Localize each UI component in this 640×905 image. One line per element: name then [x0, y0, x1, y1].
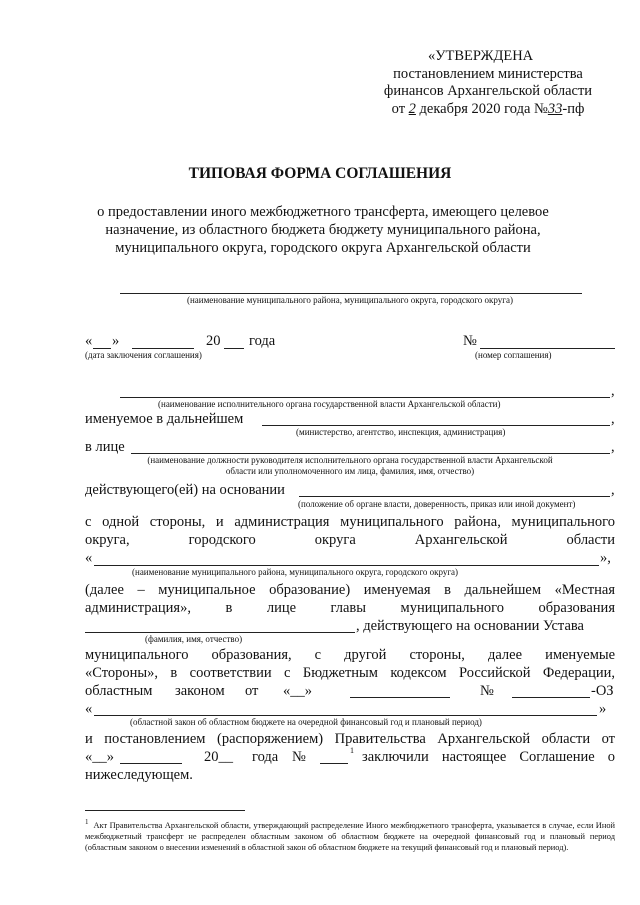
resolution-date-open: «__» [85, 749, 114, 765]
word: Архангельской [414, 532, 508, 548]
body-type-comma: , [611, 411, 615, 427]
resolution-year: 20__ [204, 749, 233, 765]
caption-municipality2: (наименование муниципального района, муниципального округа, городского округа) [132, 567, 459, 577]
basis-comma: , [611, 482, 615, 498]
word: округа, [85, 532, 130, 548]
footnote-reference[interactable]: 1 [350, 746, 354, 755]
caption-executive-body: (наименование исполнительного органа государственной власти Архангельской области) [158, 399, 501, 409]
head-name-blank [85, 632, 355, 633]
word: администрация», [85, 600, 191, 616]
regional-law-date: «__» [283, 683, 312, 699]
word: образования, [211, 647, 292, 663]
word: образования [538, 600, 615, 616]
hereafter-line [85, 582, 615, 599]
caption-municipality: (наименование муниципального района, муниципального округа, городского округа) [186, 295, 513, 305]
word: с [314, 647, 322, 663]
regional-law-oz: -ОЗ [591, 683, 614, 699]
word: в [225, 600, 233, 616]
parties-line: «Стороны», в соответствии с Бюджетным кодексом Российской Федерации, [85, 665, 615, 681]
footnote [85, 817, 615, 853]
resolution-number-blank [320, 763, 348, 764]
footnote-text: Акт Правительства Архангельской области, утверждающий распределение Иного межбюджетного трансферта, указывается в случае, если Иной межбюджетный трансферт не распределен областным законом об областном бюджете на очередной финансовый год и плановый период (областным законом о внесении изменений в областной закон об областном бюджете на текущий финансовый год и плановый период). [85, 820, 616, 852]
body-type-blank [262, 425, 610, 426]
document-subtitle: о предоставлении иного межбюджетного трансферта, имеющего целевое назначение, из областного бюджета бюджету муниципального района, муниципального округа, городского округа Архангельской области [97, 204, 549, 256]
date-year-word: года [249, 333, 276, 349]
municipality-blank [120, 293, 582, 294]
executive-body-blank [120, 397, 610, 398]
word: (далее – муниципальное образование) именуемая в дальнейшем [85, 582, 542, 598]
word: муниципального [85, 647, 189, 663]
municipality2-close-quote: », [600, 550, 611, 566]
date-month-blank [132, 348, 194, 349]
word: округа [314, 532, 356, 548]
budget-law-close-quote: » [599, 701, 607, 717]
caption-basis: (положение об органе власти, доверенность, приказ или иной документ) [298, 499, 576, 509]
executive-body-comma: , [611, 383, 615, 399]
approval-line-2: постановлением министерства [393, 65, 583, 82]
caption-head-name: (фамилия, имя, отчество) [145, 634, 243, 644]
acting-charter: , действующего на основании Устава [356, 618, 584, 634]
okrug-line [85, 532, 615, 549]
footnote-marker: 1 [85, 818, 89, 826]
word: далее [487, 647, 523, 663]
regional-law-word-1: областным [85, 683, 153, 699]
resolution-line: и постановлением (распоряжением) Правительства Архангельской области от [85, 731, 615, 747]
word: именуемые [545, 647, 616, 663]
caption-head-position-1: (наименование должности руководителя исполнительного органа государственной власти Архангельской [147, 455, 553, 465]
date-year-blank [224, 348, 244, 349]
word: городского [188, 532, 256, 548]
municipality2-open-quote: « [85, 550, 93, 566]
resolution-year-word: года [252, 749, 279, 765]
regional-law-number-blank [512, 697, 590, 698]
regional-law-word-2: законом [175, 683, 225, 699]
basis-blank [299, 496, 610, 497]
date-close-quote: » [112, 333, 120, 349]
caption-budget-law: (областной закон об областном бюджете на очередной финансовый год и плановый период) [130, 717, 482, 727]
regional-law-date-blank [350, 697, 450, 698]
approval-stamp [372, 48, 604, 118]
resolution-month-blank [120, 763, 182, 764]
caption-number: (номер соглашения) [475, 350, 552, 360]
approval-date-line [372, 101, 604, 119]
approval-day: 2 [408, 100, 416, 117]
resolution-number-sign: № [292, 749, 306, 765]
approval-line-1: «УТВЕРЖДЕНА [428, 48, 534, 64]
word: лице [266, 600, 297, 616]
word: главы [330, 600, 367, 616]
word: муниципального [400, 600, 504, 616]
head-position-blank [131, 453, 610, 454]
date-open-quote: « [85, 333, 93, 349]
regional-law-number-sign: № [480, 683, 494, 699]
caption-date: (дата заключения соглашения) [85, 350, 202, 360]
regional-law-word-3: от [245, 683, 259, 699]
budget-law-blank [94, 715, 597, 716]
administration-line [85, 600, 615, 617]
following-text: нижеследующем. [85, 767, 193, 783]
concluded-text: заключили настоящее Соглашение о [362, 749, 615, 765]
word: другой [344, 647, 387, 663]
acting-basis: действующего(ей) на основании [85, 482, 285, 498]
municipality2-blank [94, 565, 599, 566]
document-title: ТИПОВАЯ ФОРМА СОГЛАШЕНИЯ [188, 165, 452, 182]
word: «Местная [554, 582, 615, 598]
budget-law-open-quote: « [85, 701, 93, 717]
caption-body-type: (министерство, агентство, инспекция, администрация) [296, 427, 506, 437]
other-side-line [85, 647, 615, 664]
head-position-comma: , [611, 439, 615, 455]
word: стороны, [409, 647, 465, 663]
approval-date-middle: декабря 2020 года № [419, 100, 548, 117]
approval-line-3: финансов Архангельской области [383, 83, 593, 99]
agreement-number-sign: № [463, 333, 477, 349]
approval-date-prefix: от [391, 100, 406, 117]
named-hereafter: именуемое в дальнейшем [85, 411, 244, 427]
one-side-line: с одной стороны, и администрация муниципального района, муниципального [85, 514, 615, 530]
date-day-blank [93, 348, 111, 349]
in-person: в лице [85, 439, 125, 455]
date-year-prefix: 20 [206, 333, 221, 349]
agreement-number-blank [480, 348, 615, 349]
caption-head-position-2: области или уполномоченного им лица, фамилия, имя, отчество) [225, 466, 475, 476]
word: области [566, 532, 616, 548]
approval-suffix: -пф [562, 100, 585, 117]
footnote-separator [85, 810, 245, 811]
approval-number: 33 [547, 100, 563, 117]
